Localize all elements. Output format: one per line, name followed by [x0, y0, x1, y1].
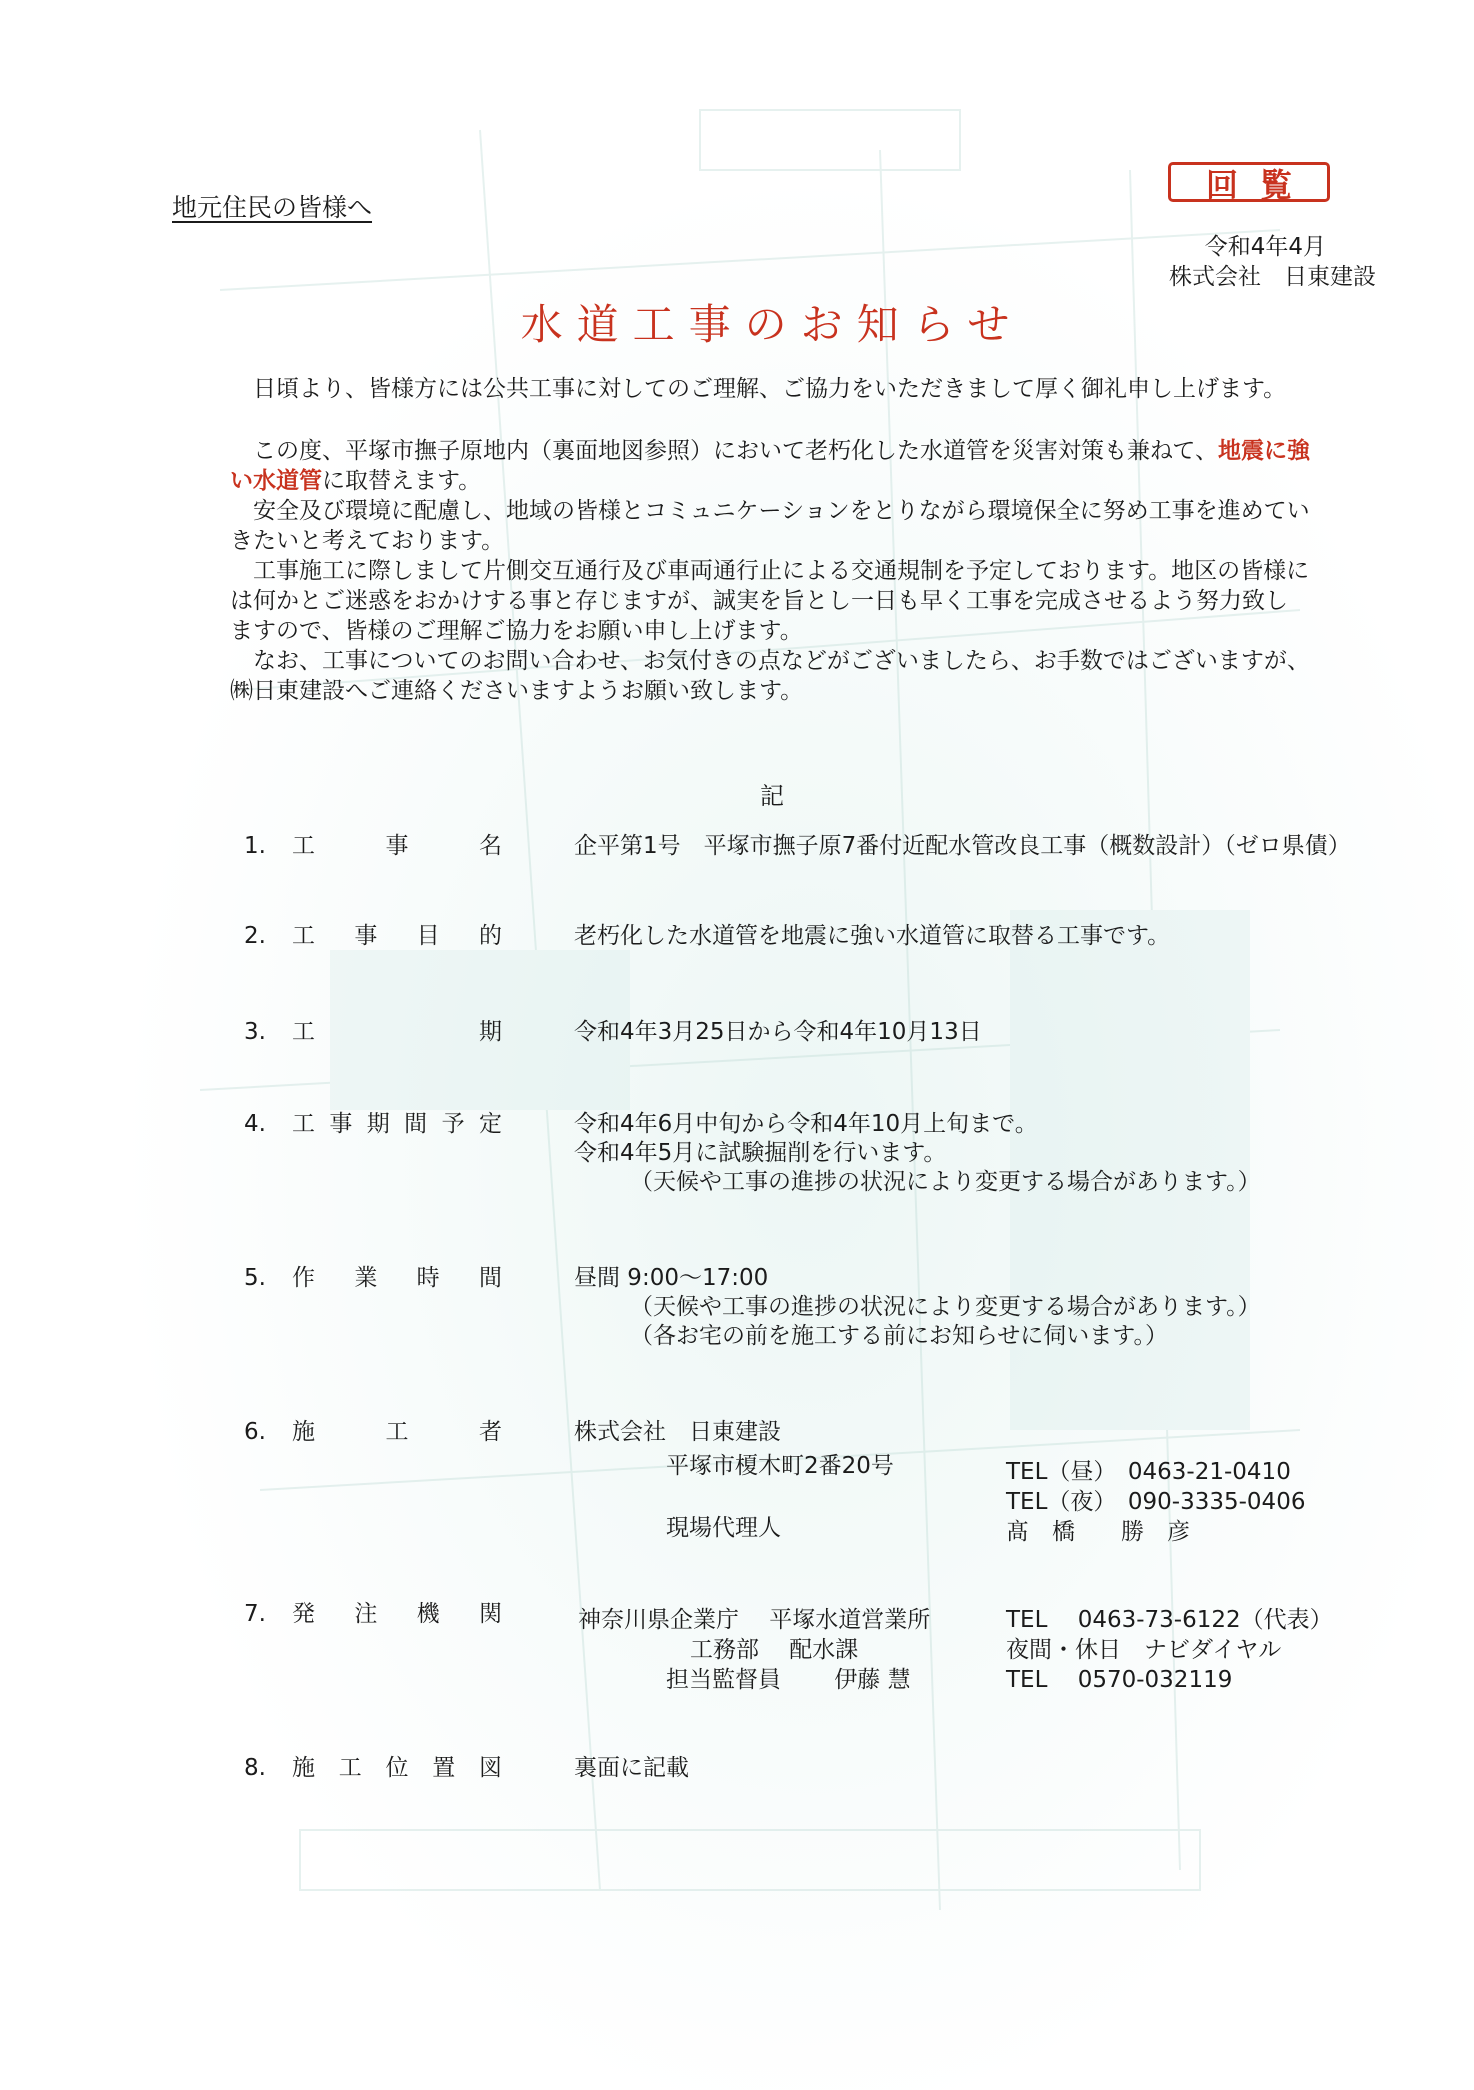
- highlight-earthquake-resistant-pipe: 地震に強い水道管: [230, 438, 1310, 494]
- intro-paragraph-5: [230, 646, 1310, 706]
- label-char: 図: [479, 1755, 502, 1781]
- intro-paragraph-2-text-before: この度、平塚市撫子原地内（裏面地図参照）において老朽化した水道管を災害対策も兼ねて、: [253, 438, 1218, 464]
- item-number: 3.: [244, 1019, 266, 1045]
- label-char: 機: [416, 1601, 440, 1627]
- label-char: 事: [354, 923, 378, 949]
- label-char: 工: [292, 1019, 315, 1045]
- label-char: 置: [432, 1755, 456, 1781]
- working-hours-line: 昼間 9:00～17:00: [574, 1265, 769, 1291]
- label-char: 工: [292, 923, 315, 949]
- label-char: 注: [354, 1601, 378, 1627]
- intro-paragraph-4: [230, 556, 1310, 646]
- label-char: 的: [478, 923, 502, 949]
- label-char: 発: [292, 1601, 315, 1627]
- intro-paragraph-1-text: 日頃より、皆様方には公共工事に対してのご理解、ご協力をいただきまして厚く御礼申し上げます。: [253, 376, 1287, 402]
- notice-title: 水道工事のお知らせ: [520, 300, 1024, 349]
- construction-period-value: 令和4年3月25日から令和4年10月13日: [574, 1019, 982, 1045]
- project-name-value: 企平第1号 平塚市撫子原7番付近配水管改良工事（概数設計）（ゼロ県債）: [574, 833, 1351, 859]
- intro-paragraph-3-text: 安全及び環境に配慮し、地域の皆様とコミュニケーションをとりながら環境保全に努め工事を進めていきたいと考えております。: [230, 498, 1310, 554]
- label-char: 事: [329, 1111, 353, 1137]
- site-agent-label: 現場代理人: [666, 1515, 781, 1541]
- item-value: [574, 832, 1414, 861]
- label-char: 間: [404, 1111, 428, 1137]
- contractor-address: 平塚市榎木町2番20号: [666, 1453, 894, 1479]
- label-char: 施: [292, 1419, 315, 1445]
- scheduled-period-line: 令和4年6月中旬から令和4年10月上旬まで。: [574, 1111, 1038, 1137]
- test-excavation-line: 令和4年5月に試験掘削を行います。: [574, 1140, 947, 1166]
- item-value: [574, 1600, 1414, 1700]
- item-value: [574, 1110, 1414, 1197]
- item-label: [292, 922, 502, 951]
- contractor-company: 株式会社 日東建設: [574, 1419, 781, 1445]
- label-char: 時: [416, 1265, 440, 1291]
- agency-supervisor: 担当監督員 伊藤 慧: [666, 1667, 911, 1693]
- label-char: 工: [338, 1755, 362, 1781]
- intro-paragraph-2: [230, 436, 1310, 496]
- label-char: 定: [478, 1111, 502, 1137]
- ki-heading: 記: [760, 782, 784, 810]
- ordering-agency-details: [574, 1600, 1414, 1700]
- item-value: [574, 1018, 1414, 1047]
- label-char: 間: [478, 1265, 502, 1291]
- item-value: [574, 922, 1414, 951]
- issuer-company: 株式会社 日東建設: [1169, 264, 1376, 290]
- label-char: 位: [385, 1755, 409, 1781]
- item-label: [292, 1754, 502, 1783]
- item-value: [574, 1418, 1414, 1545]
- label-char: 予: [441, 1111, 465, 1137]
- item-value: [574, 1754, 1414, 1783]
- hours-change-note: （天候や工事の進捗の状況により変更する場合があります。）: [630, 1294, 1261, 1320]
- label-char: 施: [292, 1755, 315, 1781]
- label-char: 者: [479, 1419, 502, 1445]
- label-char: 目: [416, 923, 440, 949]
- contractor-details: [574, 1418, 1414, 1545]
- circulation-stamp: 回覧: [1168, 162, 1330, 202]
- label-char: 期: [479, 1019, 502, 1045]
- home-visit-note: （各お宅の前を施工する前にお知らせに伺います。）: [630, 1323, 1168, 1349]
- label-char: 業: [354, 1265, 378, 1291]
- label-char: 事: [385, 833, 409, 859]
- item-label: [292, 1418, 502, 1447]
- contractor-tel-day: TEL（昼） 0463-21-0410: [1006, 1459, 1291, 1485]
- item-label: [292, 1264, 502, 1293]
- item-number: 4.: [244, 1111, 266, 1137]
- intro-text: [230, 374, 1310, 706]
- label-char: 工: [385, 1419, 409, 1445]
- agency-tel-main: TEL 0463-73-6122（代表）: [1006, 1607, 1333, 1633]
- agency-name: 神奈川県企業庁 平塚水道営業所: [578, 1607, 931, 1633]
- item-number: 8.: [244, 1755, 266, 1781]
- agency-night-holiday-label: 夜間・休日 ナビダイヤル: [1006, 1637, 1282, 1663]
- item-number: 1.: [244, 833, 266, 859]
- agency-department: 工務部 配水課: [690, 1637, 859, 1663]
- item-number: 5.: [244, 1265, 266, 1291]
- item-number: 2.: [244, 923, 266, 949]
- label-char: 工: [292, 1111, 315, 1137]
- label-char: 工: [292, 833, 315, 859]
- item-value: [574, 1264, 1414, 1351]
- item-number: 7.: [244, 1601, 266, 1627]
- item-label: [292, 1600, 502, 1629]
- contractor-tel-night: TEL（夜） 090-3335-0406: [1006, 1489, 1306, 1515]
- label-char: 期: [366, 1111, 390, 1137]
- project-purpose-value: 老朽化した水道管を地震に強い水道管に取替る工事です。: [574, 923, 1171, 949]
- agency-tel-navi: TEL 0570-032119: [1006, 1667, 1233, 1693]
- schedule-change-note: （天候や工事の進捗の状況により変更する場合があります。）: [630, 1169, 1261, 1195]
- intro-paragraph-2-text-after: に取替えます。: [322, 468, 482, 494]
- label-char: 作: [292, 1265, 315, 1291]
- site-location-value: 裏面に記載: [574, 1755, 689, 1781]
- item-label: [292, 832, 502, 861]
- intro-paragraph-1: [230, 374, 1310, 404]
- intro-paragraph-5-text: なお、工事についてのお問い合わせ、お気付きの点などがございましたら、お手数ではございますが、㈱日東建設へご連絡くださいますようお願い致します。: [230, 648, 1310, 704]
- label-char: 関: [478, 1601, 502, 1627]
- addressee: 地元住民の皆様へ: [172, 193, 373, 222]
- intro-paragraph-4-text: 工事施工に際しまして片側交互通行及び車両通行止による交通規制を予定しております。地区の皆様には何かとご迷惑をおかけする事と存じますが、誠実を旨とし一日も早く工事を完成させるよう努力致しますので、皆様のご理解ご協力をお願い申し上げます。: [230, 558, 1310, 644]
- issue-date: 令和4年4月: [1204, 234, 1326, 260]
- item-number: 6.: [244, 1419, 266, 1445]
- label-char: 名: [479, 833, 502, 859]
- intro-paragraph-3: [230, 496, 1310, 556]
- item-label: [292, 1110, 502, 1139]
- site-agent-name: 髙 橋 勝 彦: [1006, 1519, 1190, 1545]
- item-label: [292, 1018, 502, 1047]
